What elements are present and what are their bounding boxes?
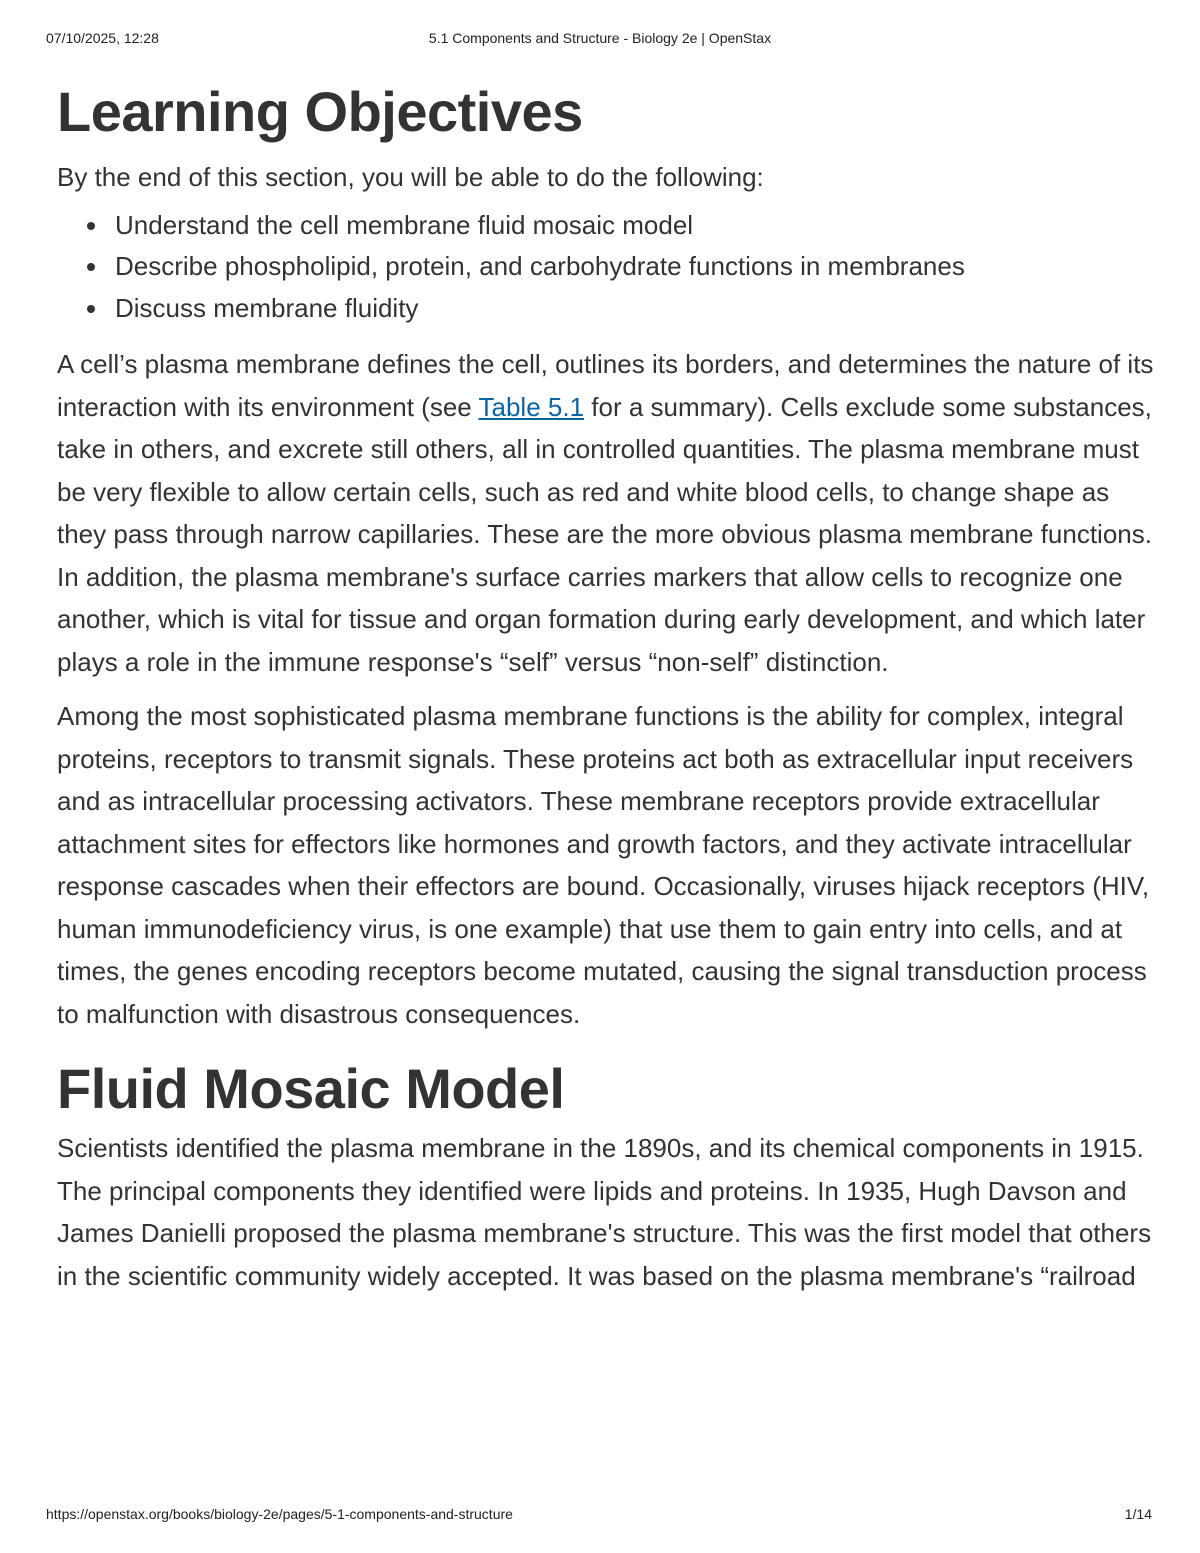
objective-text: Discuss membrane fluidity	[115, 292, 419, 323]
objective-text: Understand the cell membrane fluid mosaic model	[115, 209, 694, 240]
page-content	[57, 78, 1157, 1297]
objective-item	[115, 246, 1157, 288]
objectives-list	[57, 205, 1157, 330]
print-url: https://openstax.org/books/biology-2e/pages/5-1-components-and-structure	[46, 1506, 513, 1522]
paragraph-text: A cell’s plasma membrane defines the cell, outlines its borders, and determines the nature of its interaction with its environment (see	[57, 349, 1154, 422]
plasma-membrane-paragraph	[57, 343, 1157, 683]
objectives-intro: By the end of this section, you will be able to do the following:	[57, 162, 764, 192]
print-date: 07/10/2025, 12:28	[46, 30, 159, 46]
print-footer	[0, 1506, 1200, 1526]
print-page-title: 5.1 Components and Structure - Biology 2e | OpenStax	[428, 30, 772, 46]
objective-text: Describe phospholipid, protein, and carbohydrate functions in membranes	[115, 251, 965, 281]
receptors-paragraph: Among the most sophisticated plasma membrane functions is the ability for complex, integral proteins, receptors to transmit signals. These proteins act both as extracellular input receivers and as intracellular processing activators. These membrane receptors provide extracellular attachment sites for effectors like hormones and growth factors, and they activate intracellular response cascades when their effectors are bound. Occasionally, viruses hijack receptors (HIV, human immunodeficiency virus, is one example) that use them to gain entry into cells, and at times, the genes encoding receptors become mutated, causing the signal transduction process to malfunction with disastrous consequences.	[57, 701, 1150, 1029]
bullet-icon	[87, 222, 95, 230]
fluid-mosaic-model-heading: Fluid Mosaic Model	[57, 1057, 565, 1120]
bullet-icon	[87, 305, 95, 313]
paragraph-text: for a summary). Cells exclude some substances, take in others, and excrete still others, all in controlled quantities. The plasma membrane must be very flexible to allow certain cells, such as red and white blood cells, to change shape as they pass through narrow capillaries. These are the more obvious plasma membrane functions. In addition, the plasma membrane's surface carries markers that allow cells to recognize one another, which is vital for tissue and organ formation during early development, and which later plays a role in the immune response's “self” versus “non-self” distinction.	[57, 391, 1152, 677]
objective-item	[115, 205, 1157, 247]
page-number: 1/14	[1124, 1506, 1152, 1522]
history-paragraph: Scientists identified the plasma membrane in the 1890s, and its chemical components in 1915. The principal components they identified were lipids and proteins. In 1935, Hugh Davson and James Danielli proposed the plasma membrane's structure. This was the first model that others in the scientific community widely accepted. It was based on the plasma membrane's “railroad	[57, 1133, 1152, 1291]
bullet-icon	[87, 263, 95, 271]
objective-item	[115, 288, 1157, 330]
table-5-1-link[interactable]: Table 5.1	[478, 391, 585, 422]
learning-objectives-heading: Learning Objectives	[57, 80, 583, 143]
print-header	[0, 30, 1200, 50]
